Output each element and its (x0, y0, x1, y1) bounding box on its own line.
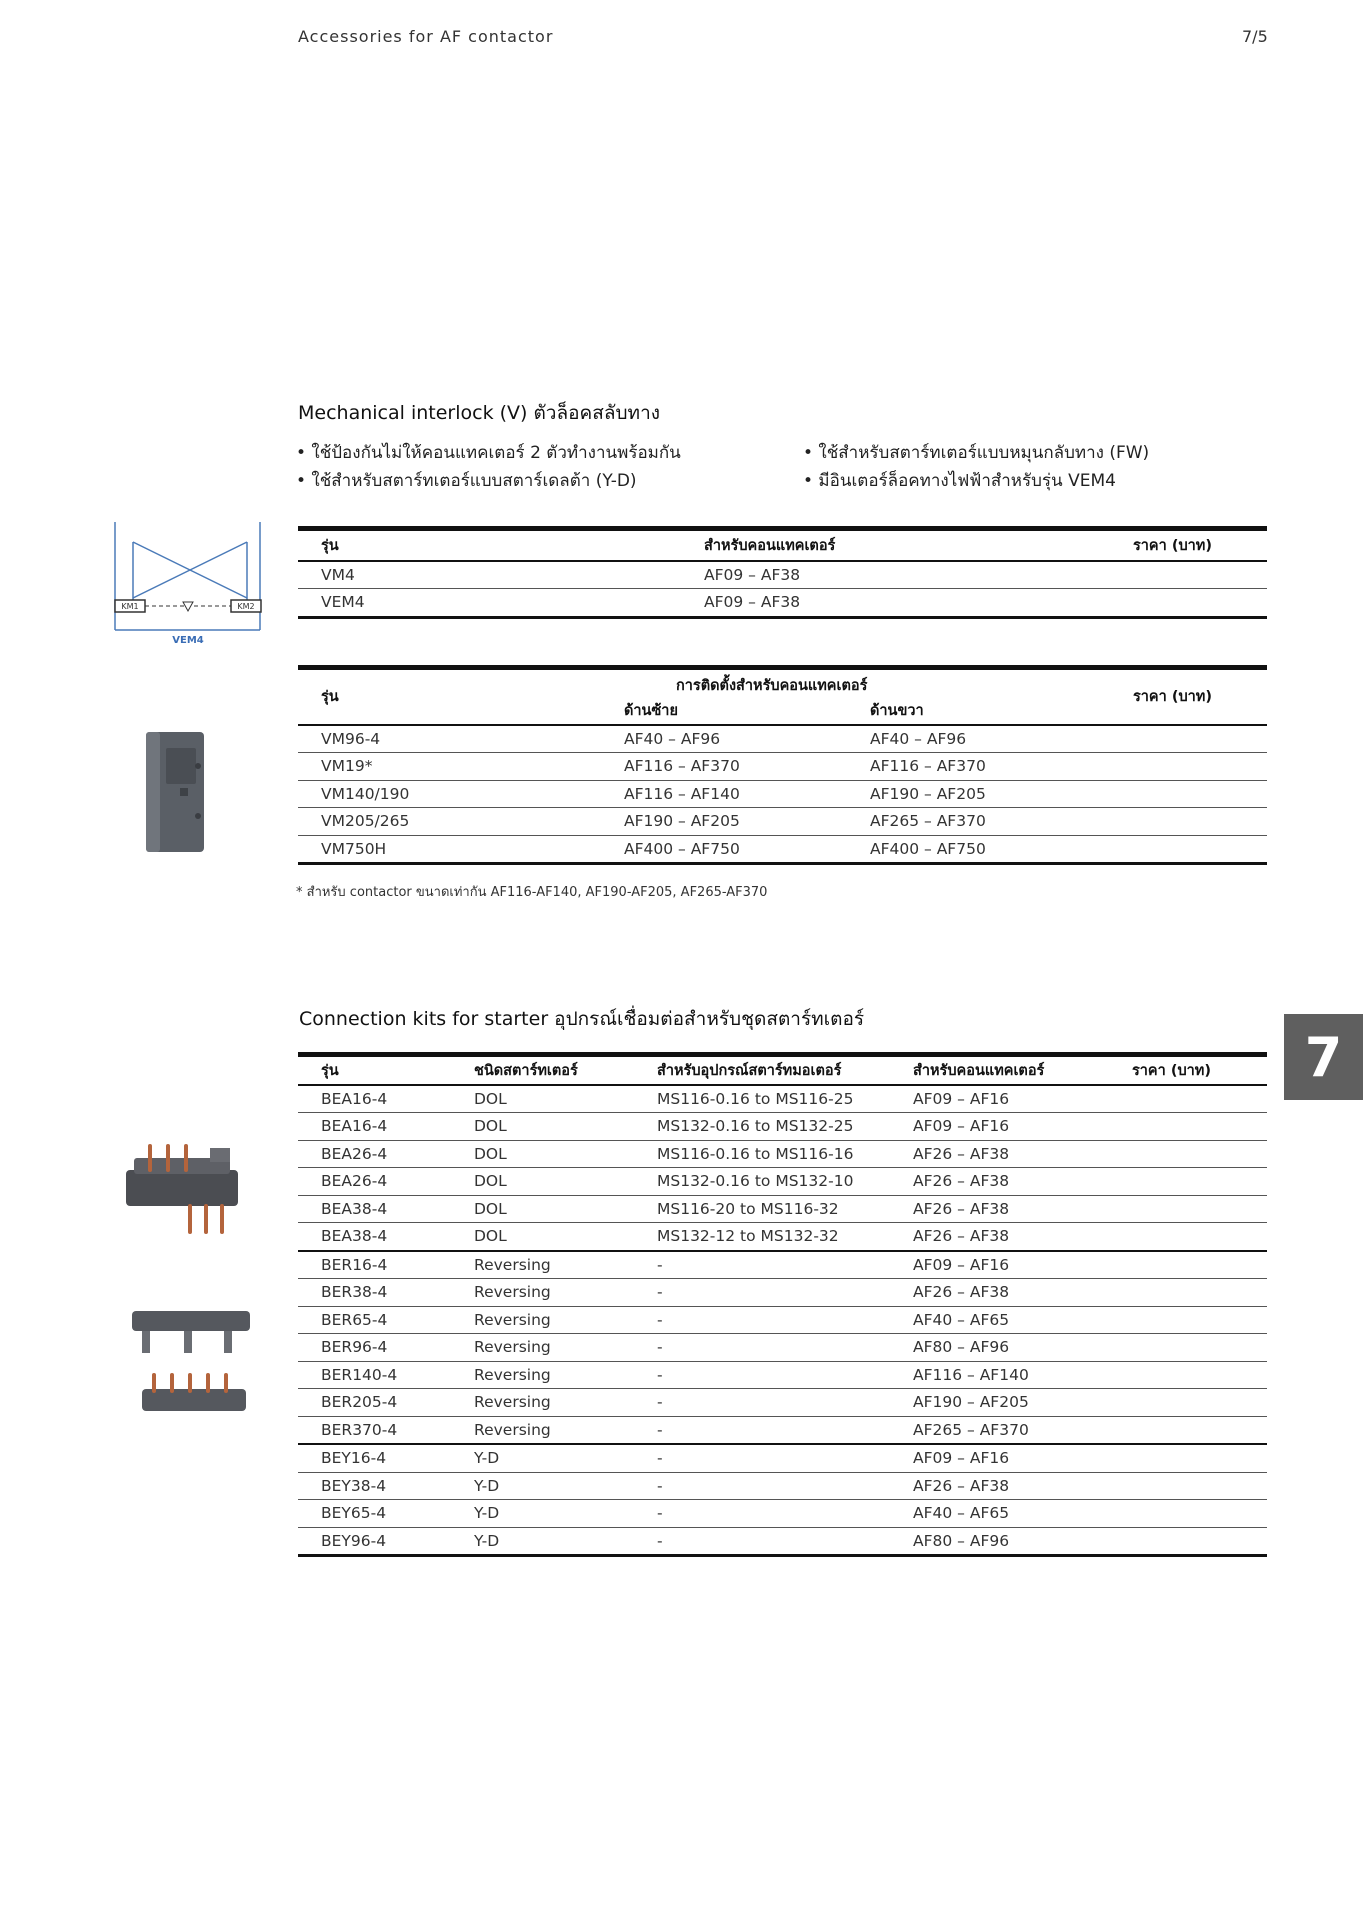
cell-price (1110, 561, 1267, 589)
interlock-bullet-left-2: • ใช้สำหรับสตาร์ทเตอร์แบบสตาร์เดลต้า (Y-D) (296, 471, 637, 491)
interlock-bullet-right-1: • ใช้สำหรับสตาร์ทเตอร์แบบหมุนกลับทาง (FW) (803, 443, 1150, 463)
cell-starter-type: DOL (474, 1172, 507, 1191)
col-header-model: รุ่น (321, 537, 339, 554)
cell-starter-type: Y-D (474, 1449, 500, 1468)
cell-starter-type: Reversing (474, 1283, 551, 1302)
t2-header-left: ด้านซ้าย (624, 702, 678, 719)
cell-contactor: AF09 – AF16 (913, 1449, 1010, 1468)
cell-model: BER16-4 (321, 1255, 388, 1274)
cell-price (1110, 835, 1267, 864)
reversing-connection-kit-image (128, 1305, 258, 1430)
cell-model: BEA16-4 (321, 1089, 388, 1108)
cell-price (1109, 1500, 1267, 1528)
kits-section-title: Connection kits for starter อุปกรณ์เชื่อมต่อสำหรับชุดสตาร์ทเตอร์ (299, 1008, 865, 1030)
table-row (298, 1416, 1267, 1444)
cell-price (1109, 1168, 1267, 1196)
cell-contactor: AF80 – AF96 (913, 1338, 1010, 1357)
cell-starter-type: DOL (474, 1117, 507, 1136)
table-row (298, 589, 1267, 618)
table-row (298, 1361, 1267, 1389)
diagram-km2-label: KM2 (237, 602, 255, 611)
cell-starter-type: Y-D (474, 1476, 500, 1495)
cell-model: BEA38-4 (321, 1199, 388, 1218)
cell-contactor: AF26 – AF38 (913, 1199, 1010, 1218)
col-header-price: ราคา (บาท) (1133, 537, 1212, 554)
table-row (298, 1113, 1267, 1141)
cell-contactor: AF26 – AF38 (913, 1227, 1010, 1246)
cell-starter-type: Reversing (474, 1255, 551, 1274)
page-number: 7/5 (1242, 27, 1268, 46)
cell-starter-type: Y-D (474, 1531, 500, 1550)
table-row (298, 835, 1267, 864)
kits-header-starter-type: ชนิดสตาร์ทเตอร์ (474, 1062, 578, 1079)
cell-model: VM19* (321, 757, 373, 776)
cell-starter-type: Reversing (474, 1420, 551, 1439)
cell-model: BEA38-4 (321, 1227, 388, 1246)
cell-contactor: AF116 – AF140 (913, 1365, 1029, 1384)
cell-price (1109, 1223, 1267, 1251)
cell-model: BER65-4 (321, 1310, 388, 1329)
table-row (298, 1389, 1267, 1417)
cell-model: BER96-4 (321, 1338, 388, 1357)
cell-motor-starter: MS116-0.16 to MS116-25 (657, 1089, 854, 1108)
cell-motor-starter: MS132-0.16 to MS132-25 (657, 1117, 854, 1136)
cell-model: VM205/265 (321, 812, 410, 831)
cell-motor-starter: - (657, 1504, 663, 1523)
cell-motor-starter: - (657, 1310, 663, 1329)
cell-price (1109, 1140, 1267, 1168)
cell-contactor: AF26 – AF38 (913, 1283, 1010, 1302)
cell-price (1109, 1389, 1267, 1417)
cell-model: BER38-4 (321, 1283, 388, 1302)
cell-motor-starter: MS116-20 to MS116-32 (657, 1199, 839, 1218)
cell-right-contactor: AF265 – AF370 (870, 812, 986, 831)
interlock-footnote: * สำหรับ contactor ขนาดเท่ากัน AF116-AF140, AF190-AF205, AF265-AF370 (296, 885, 768, 900)
cell-price (1109, 1361, 1267, 1389)
table-row (298, 1085, 1267, 1113)
cell-motor-starter: MS132-0.16 to MS132-10 (657, 1172, 854, 1191)
cell-contactor: AF09 – AF38 (704, 565, 801, 584)
cell-model: BER205-4 (321, 1393, 398, 1412)
table-row (298, 780, 1267, 808)
cell-motor-starter: - (657, 1420, 663, 1439)
table-row (298, 808, 1267, 836)
dol-connection-kit-image (120, 1140, 250, 1240)
cell-right-contactor: AF400 – AF750 (870, 839, 986, 858)
table-row (298, 1500, 1267, 1528)
vem4-wiring-diagram (95, 512, 275, 648)
cell-right-contactor: AF40 – AF96 (870, 729, 967, 748)
cell-contactor: AF265 – AF370 (913, 1420, 1029, 1439)
cell-model: VM140/190 (321, 784, 410, 803)
cell-right-contactor: AF190 – AF205 (870, 784, 986, 803)
cell-price (1109, 1279, 1267, 1307)
table-row (298, 1444, 1267, 1472)
kits-header-motor-starter: สำหรับอุปกรณ์สตาร์ทมอเตอร์ (657, 1062, 842, 1079)
table-row (298, 725, 1267, 753)
cell-model: BEY65-4 (321, 1504, 387, 1523)
cell-contactor: AF09 – AF16 (913, 1089, 1010, 1108)
cell-left-contactor: AF116 – AF140 (624, 784, 740, 803)
cell-contactor: AF09 – AF16 (913, 1255, 1010, 1274)
table-row (298, 1251, 1267, 1279)
interlock-table-2 (298, 665, 1267, 865)
section-tab-7: 7 (1284, 1014, 1363, 1100)
cell-price (1110, 808, 1267, 836)
cell-starter-type: Reversing (474, 1393, 551, 1412)
kits-header-contactor: สำหรับคอนแทคเตอร์ (913, 1062, 1045, 1079)
cell-motor-starter: - (657, 1476, 663, 1495)
interlock-table-1 (298, 526, 1267, 619)
cell-left-contactor: AF400 – AF750 (624, 839, 740, 858)
t2-header-price: ราคา (บาท) (1133, 689, 1212, 706)
cell-price (1109, 1251, 1267, 1279)
cell-price (1110, 780, 1267, 808)
cell-motor-starter: MS116-0.16 to MS116-16 (657, 1144, 854, 1163)
cell-contactor: AF26 – AF38 (913, 1172, 1010, 1191)
cell-starter-type: DOL (474, 1144, 507, 1163)
cell-price (1109, 1416, 1267, 1444)
cell-starter-type: Reversing (474, 1310, 551, 1329)
cell-motor-starter: - (657, 1283, 663, 1302)
table-row (298, 1306, 1267, 1334)
cell-price (1109, 1195, 1267, 1223)
diagram-km1-label: KM1 (121, 602, 139, 611)
cell-model: VM4 (321, 565, 355, 584)
cell-model: VM96-4 (321, 729, 381, 748)
table-row (298, 1279, 1267, 1307)
interlock-bullet-left-1: • ใช้ป้องกันไม่ให้คอนแทคเตอร์ 2 ตัวทำงานพร้อมกัน (296, 443, 681, 463)
mechanical-interlock-product-image (140, 728, 212, 856)
cell-contactor: AF09 – AF16 (913, 1117, 1010, 1136)
table-row (298, 1195, 1267, 1223)
cell-contactor: AF80 – AF96 (913, 1531, 1010, 1550)
cell-model: BEA26-4 (321, 1172, 388, 1191)
cell-price (1110, 753, 1267, 781)
cell-price (1109, 1527, 1267, 1556)
cell-starter-type: DOL (474, 1199, 507, 1218)
cell-motor-starter: - (657, 1531, 663, 1550)
kits-header-price: ราคา (บาท) (1132, 1062, 1211, 1079)
kits-header-model: รุ่น (321, 1062, 339, 1079)
header-title: Accessories for AF contactor (298, 27, 554, 46)
cell-motor-starter: - (657, 1365, 663, 1384)
table-row (298, 1168, 1267, 1196)
cell-starter-type: DOL (474, 1089, 507, 1108)
cell-left-contactor: AF40 – AF96 (624, 729, 721, 748)
cell-model: BEY96-4 (321, 1531, 387, 1550)
table-row (298, 561, 1267, 589)
connection-kits-table (298, 1052, 1267, 1557)
cell-starter-type: Y-D (474, 1504, 500, 1523)
cell-price (1110, 589, 1267, 618)
table-row (298, 1527, 1267, 1556)
cell-motor-starter: - (657, 1449, 663, 1468)
cell-motor-starter: - (657, 1338, 663, 1357)
cell-contactor: AF26 – AF38 (913, 1476, 1010, 1495)
col-header-contactor: สำหรับคอนแทคเตอร์ (704, 537, 836, 554)
diagram-caption: VEM4 (172, 635, 204, 646)
cell-motor-starter: MS132-12 to MS132-32 (657, 1227, 839, 1246)
cell-price (1109, 1085, 1267, 1113)
cell-contactor: AF40 – AF65 (913, 1504, 1010, 1523)
cell-starter-type: Reversing (474, 1338, 551, 1357)
cell-price (1110, 725, 1267, 753)
cell-model: BEY16-4 (321, 1449, 387, 1468)
cell-price (1109, 1113, 1267, 1141)
table-row (298, 753, 1267, 781)
cell-price (1109, 1444, 1267, 1472)
cell-motor-starter: - (657, 1255, 663, 1274)
cell-left-contactor: AF190 – AF205 (624, 812, 740, 831)
t2-header-model: รุ่น (321, 689, 339, 706)
cell-left-contactor: AF116 – AF370 (624, 757, 740, 776)
cell-model: BER370-4 (321, 1420, 398, 1439)
cell-model: VM750H (321, 839, 387, 858)
interlock-section-title: Mechanical interlock (V) ตัวล็อคสลับทาง (298, 402, 661, 424)
t2-header-right: ด้านขวา (870, 702, 924, 719)
cell-model: BEA16-4 (321, 1117, 388, 1136)
cell-model: BEY38-4 (321, 1476, 387, 1495)
cell-contactor: AF09 – AF38 (704, 593, 801, 612)
cell-model: VEM4 (321, 593, 365, 612)
cell-motor-starter: - (657, 1393, 663, 1412)
t2-header-group: การติดตั้งสำหรับคอนแทคเตอร์ (676, 677, 868, 694)
interlock-bullet-right-2: • มีอินเตอร์ล็อคทางไฟฟ้าสำหรับรุ่น VEM4 (803, 471, 1116, 491)
cell-model: BEA26-4 (321, 1144, 388, 1163)
cell-model: BER140-4 (321, 1365, 398, 1384)
table-row (298, 1472, 1267, 1500)
table-row (298, 1223, 1267, 1251)
cell-contactor: AF190 – AF205 (913, 1393, 1029, 1412)
cell-price (1109, 1306, 1267, 1334)
cell-price (1109, 1472, 1267, 1500)
table-row (298, 1140, 1267, 1168)
cell-starter-type: DOL (474, 1227, 507, 1246)
cell-right-contactor: AF116 – AF370 (870, 757, 986, 776)
cell-starter-type: Reversing (474, 1365, 551, 1384)
cell-price (1109, 1334, 1267, 1362)
cell-contactor: AF26 – AF38 (913, 1144, 1010, 1163)
cell-contactor: AF40 – AF65 (913, 1310, 1010, 1329)
table-row (298, 1334, 1267, 1362)
